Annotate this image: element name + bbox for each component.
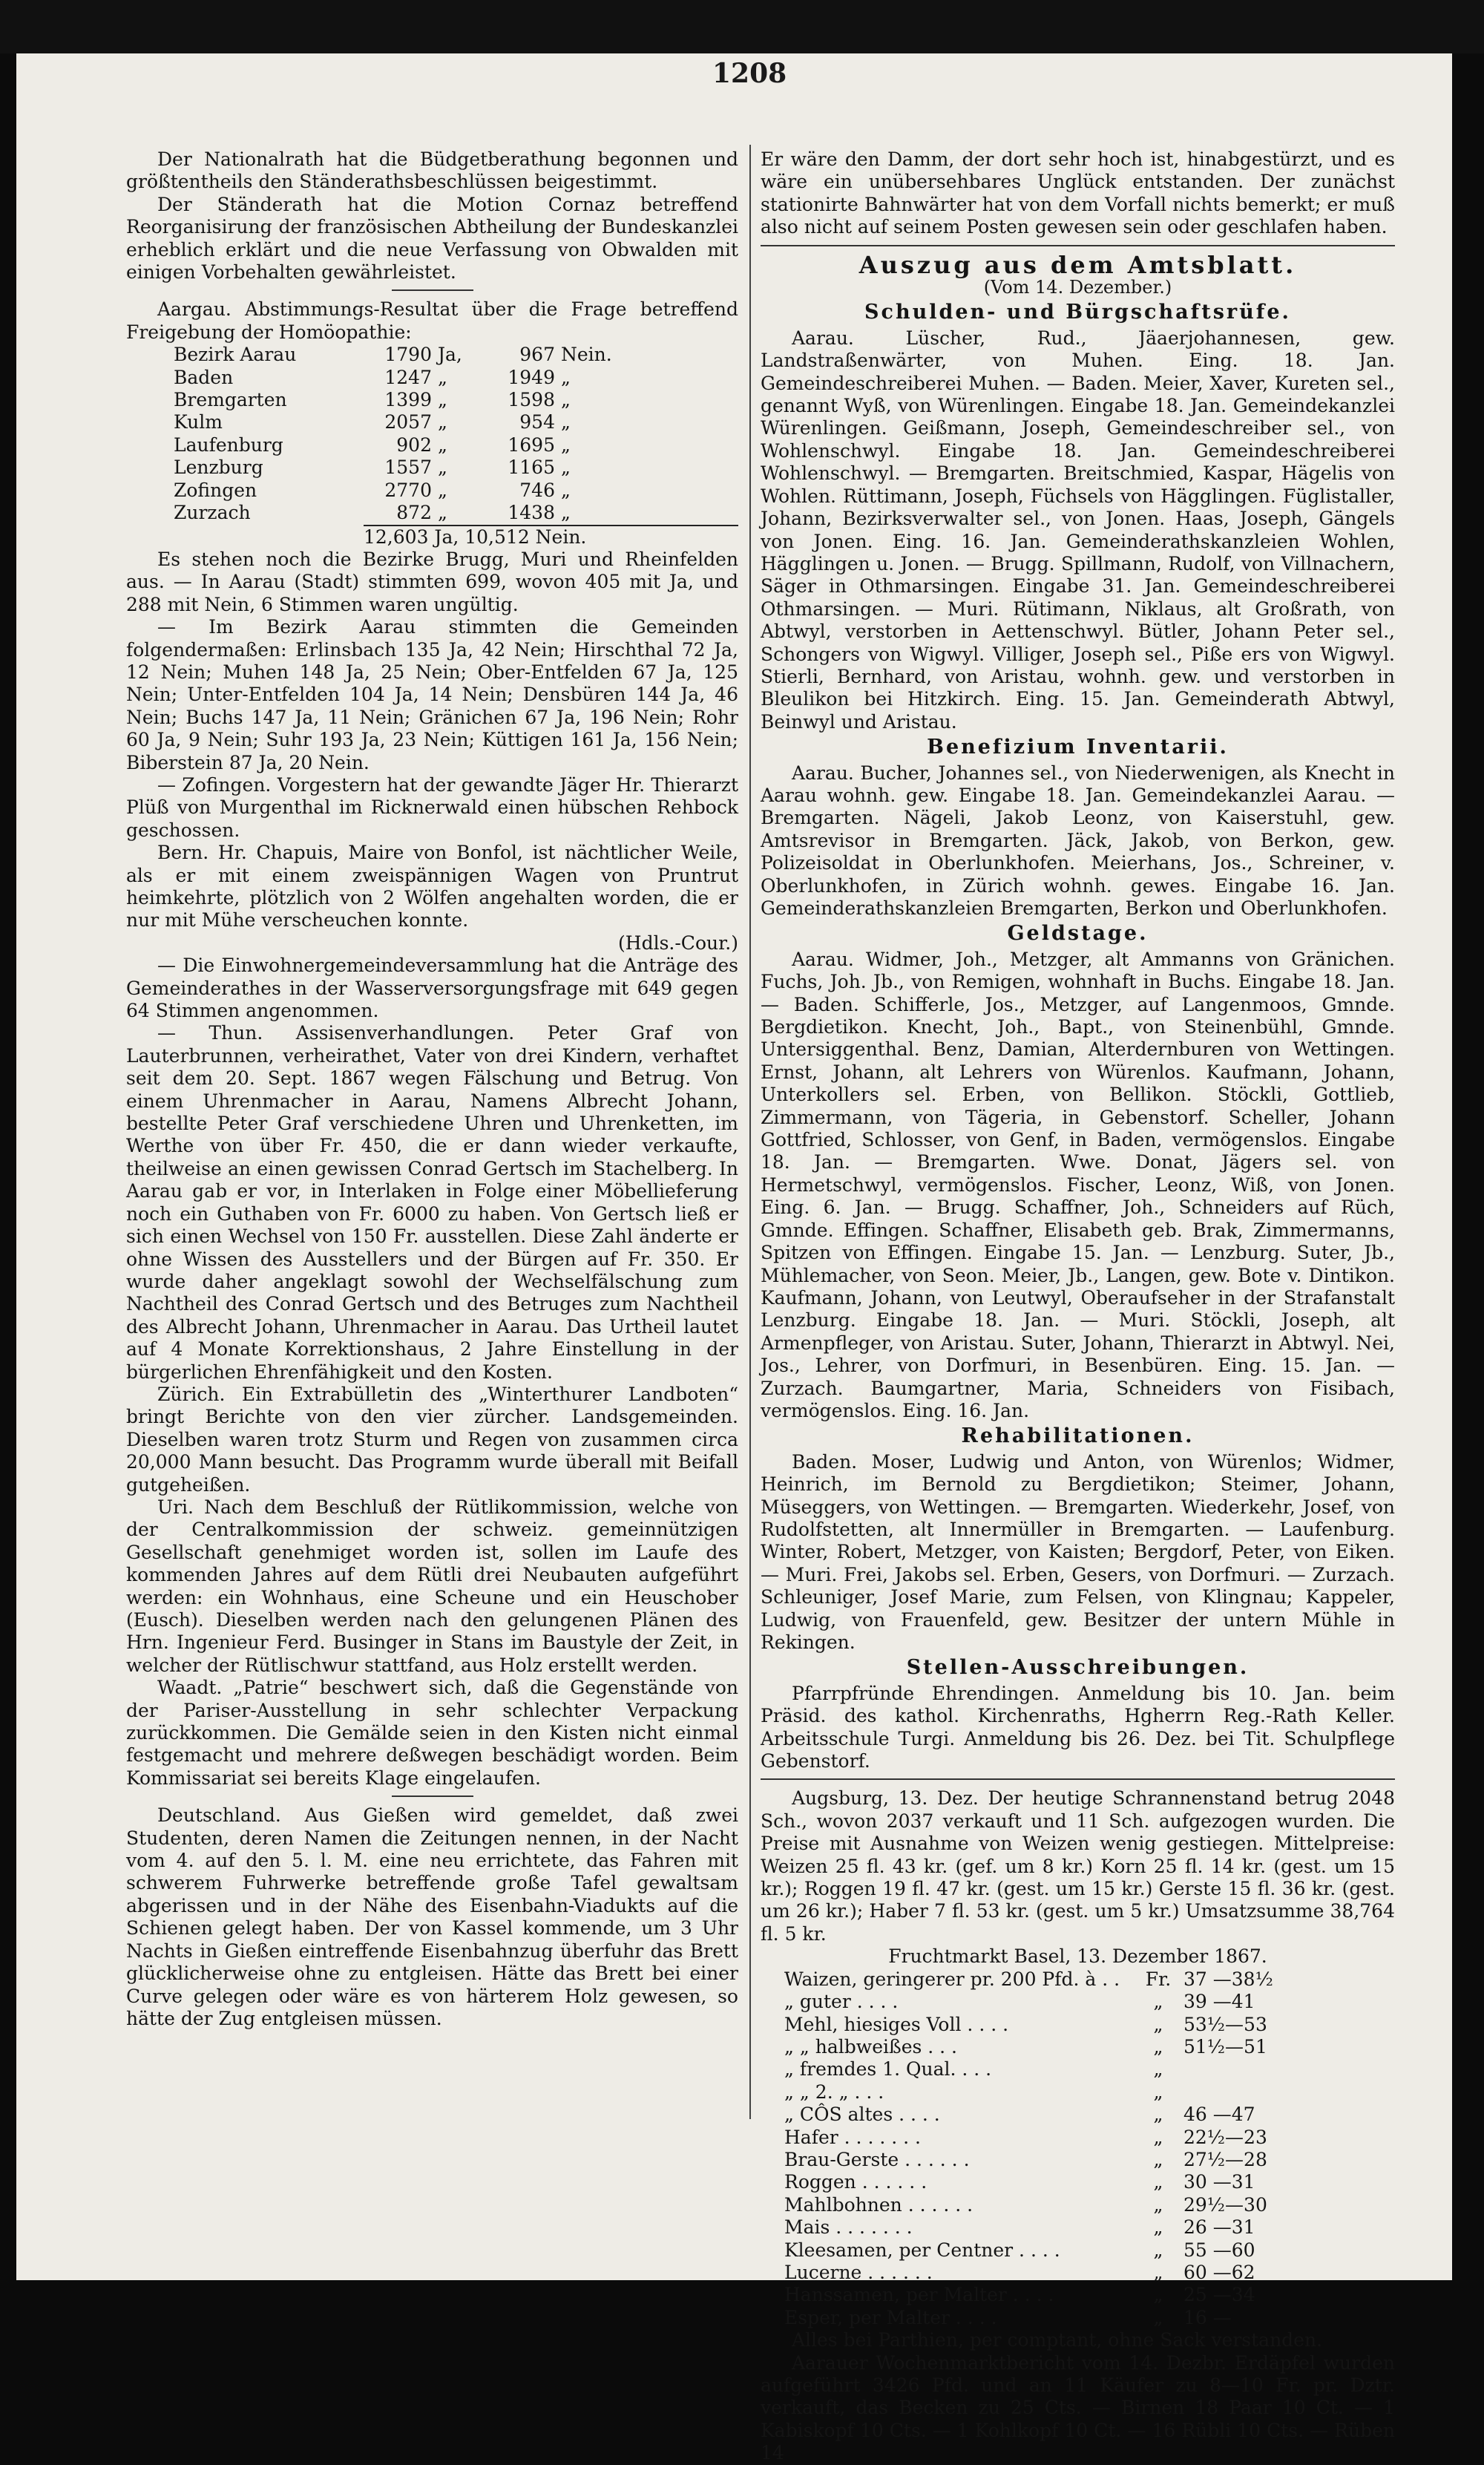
price-label: Mehl, hiesiges Voll . . . .	[784, 2013, 1009, 2035]
vote-ja: 2770	[384, 479, 432, 501]
page-number: 1208	[712, 58, 787, 89]
price-row	[783, 2081, 1319, 2104]
price-value	[1182, 2058, 1319, 2081]
vote-ja: 872	[396, 502, 432, 524]
price-value: 25 —34	[1183, 2284, 1255, 2306]
scan-border	[0, 0, 1484, 53]
vote-row	[171, 502, 615, 524]
vote-ja-label: „	[438, 433, 447, 456]
price-value: 22½—23	[1183, 2126, 1267, 2148]
vote-ja-label: „	[438, 479, 447, 501]
deutschland-item: Deutschland. Aus Gießen wird gemeldet, daß zwei Studenten, deren Namen die Zeitungen nennen, in der Nacht vom 4. auf den 5. l. M. eine neu errichtete, das Fahren mit schwerem Fuhrwerke betreffende große Tafel gewaltsam abgerissen und in der Nähe des Eisenbahn-Viadukts auf die Schienen gelegt haben. Der von Kassel kommende, um 3 Uhr Nachts in Gießen eintreffende Eisenbahnzug überfuhr das Brett glücklicherweise ohne zu entgleisen. Hätte das Brett bei einer Curve gelegen oder wäre es von härterem Holz gewesen, so hätte der Zug entgleisen müssen.	[126, 1804, 738, 2029]
stellen-text: Pfarrpfründe Ehrendingen. Anmeldung bis 10. Jan. beim Präsid. des kathol. Kirchenraths, Hgherrn Reg.-Rath Keller. Arbeitsschule Turgi. Anmeldung bis 26. Dez. bei Tit. Schulpflege Gebenstorf.	[761, 1682, 1395, 1772]
bern-item: Bern. Hr. Chapuis, Maire von Bonfol, ist nächtlicher Weile, als er mit einem zweispännigen Wagen von Pruntrut heimkehrte, plötzlich von 2 Wölfen angehalten worden, die er nur mit Mühe verscheuchen konnte.	[126, 842, 738, 932]
price-row	[783, 2307, 1319, 2329]
price-value: 26 —31	[1183, 2216, 1255, 2239]
price-label: Mahlbohnen . . . . . .	[784, 2193, 974, 2216]
aargau-remaining: Es stehen noch die Bezirke Brugg, Muri und Rheinfelden aus. — In Aarau (Stadt) stimmten 699, wovon 405 mit Ja, und 288 mit Nein, 6 Stimmen waren ungültig.	[126, 548, 738, 615]
waadt-item: Waadt. „Patrie“ beschwert sich, daß die Gegenstände von der Pariser-Ausstellung in sehr schlechter Verpackung zurückkommen. Die Gemälde seien in den Kisten nicht einmal festgemacht und mehrere deßwegen beschädigt worden. Beim Kommissariat sei bereits Klage eingelaufen.	[126, 1677, 738, 1789]
price-row	[783, 2171, 1319, 2193]
price-currency: „	[1153, 2216, 1163, 2239]
price-value: 39 —41	[1183, 1991, 1255, 2013]
nationalrath-item: Der Nationalrath hat die Büdgetberathung begonnen und größtentheils den Ständerathsbeschlüssen beigestimmt.	[126, 148, 738, 193]
price-label: Hafer . . . . . . .	[784, 2126, 921, 2148]
schulden-heading: Schulden- und Bürgschaftsrüfe.	[864, 301, 1291, 324]
vote-district: Kulm	[174, 411, 223, 433]
vote-ja: 1399	[384, 389, 432, 411]
vote-total-text: 12,603 Ja, 10,512 Nein.	[364, 526, 587, 548]
price-value	[1182, 2081, 1319, 2104]
price-label: „ CÔS altes . . . .	[784, 2104, 940, 2126]
vote-table	[171, 344, 615, 524]
vote-row	[171, 344, 615, 366]
vote-total	[364, 525, 738, 549]
vote-nein-label: Nein.	[561, 344, 612, 366]
vote-ja: 902	[396, 433, 432, 456]
vote-row	[171, 411, 615, 433]
price-label: Hanssamen, per Malter . . . .	[784, 2284, 1054, 2306]
amtsblatt-date: (Vom 14. Dezember.)	[983, 277, 1172, 298]
price-currency: „	[1153, 2104, 1163, 2126]
vote-district: Zofingen	[174, 479, 257, 501]
price-label: Kleesamen, per Centner . . . .	[784, 2239, 1060, 2261]
price-row	[783, 2058, 1319, 2081]
geldstage-heading: Geldstage.	[1007, 922, 1149, 946]
price-value: 30 —31	[1183, 2171, 1255, 2193]
vote-district: Bremgarten	[174, 389, 287, 411]
thun-item: — Thun. Assisenverhandlungen. Peter Graf von Lauterbrunnen, verheirathet, Vater von drei Kindern, verhaftet seit dem 20. Sept. 1867 wegen Fälschung und Betrug. Von einem Uhrenmacher in Aarau, Namens Albrecht Johann, bestellte Peter Graf verschiedene Uhren und Uhrenketten, im Werthe von über Fr. 450, die er dann wieder verkaufte, theilweise an einen gewissen Conrad Gertsch im Stachelberg. In Aarau gab er vor, in Interlaken in Folge einer Möbellieferung noch ein Guthaben von Fr. 6000 zu haben. Von Gertsch ließ er sich einen Wechsel von 150 Fr. ausstellen. Diese Zahl änderte er ohne Wissen des Ausstellers und der Bürgen auf Fr. 350. Er wurde daher angeklagt sowohl der Wechselfälschung zum Nachtheil des Conrad Gertsch und des Betruges zum Nachtheil des Albrecht Johann, Uhrenmacher in Aarau. Das Urtheil lautet auf 4 Monate Korrektionshaus, 2 Jahre Einstellung in der bürgerlichen Ehrenfähigkeit und den Kosten.	[126, 1022, 738, 1383]
price-value: 29½—30	[1183, 2193, 1267, 2216]
price-row	[783, 2239, 1319, 2262]
vote-ja-label: „	[438, 502, 447, 524]
zuerich-item: Zürich. Ein Extrabülletin des „Winterthurer Landboten“ bringt Berichte von den vier zürcher. Landsgemeinden. Dieselben waren trotz Sturm und Regen von zusammen circa 20,000 Mann besucht. Das Programm wurde überall mit Beifall gutgeheißen.	[126, 1383, 738, 1496]
price-label: Waizen, geringerer pr. 200 Pfd. à . .	[784, 1968, 1120, 1990]
price-currency: „	[1153, 2081, 1163, 2103]
aargau-gemeinden: — Im Bezirk Aarau stimmten die Gemeinden folgendermaßen: Erlinsbach 135 Ja, 42 Nein; Hirschthal 72 Ja, 12 Nein; Muhen 148 Ja, 25 Nein; Ober-Entfelden 67 Ja, 125 Nein; Unter-Entfelden 104 Ja, 14 Nein; Densbüren 144 Ja, 46 Nein; Buchs 147 Ja, 11 Nein; Gränichen 67 Ja, 196 Nein; Rohr 60 Ja, 9 Nein; Suhr 193 Ja, 23 Nein; Küttigen 161 Ja, 156 Nein; Biberstein 87 Ja, 20 Nein.	[126, 616, 738, 773]
vote-nein-label: „	[561, 433, 571, 456]
price-value: 37 —38½	[1183, 1968, 1273, 1990]
vote-nein: 967	[519, 344, 555, 366]
price-currency: „	[1153, 2148, 1163, 2170]
price-currency: „	[1153, 2239, 1163, 2261]
vote-nein: 746	[519, 479, 555, 501]
price-label: „ „ halbweißes . . .	[784, 2035, 957, 2058]
rehabilitationen-heading: Rehabilitationen.	[961, 1424, 1195, 1448]
schulden-text: Aarau. Lüscher, Rud., Jäaerjohannesen, gew. Landstraßenwärter, von Muhen. Eing. 18. Jan. Gemeindeschreiberei Muhen. — Baden. Meier, Xaver, Kureten sel., genannt Wyß, von Würenlingen. Eingabe 18. Jan. Gemeindekanzlei Würenlingen. Geißmann, Joseph, Gemeindeschreiber sel., von Wohlenschwyl. Eingabe 18. Jan. Gemeindeschreiberei Wohlenschwyl. — Bremgarten. Breitschmied, Kaspar, Hägelis von Wohlen. Rüttimann, Joseph, Füchsels von Hägglingen. Füglistaller, Johann, Bezirksverwalter sel., von Jonen. Haas, Joseph, Gängels von Jonen. Eing. 16. Jan. Gemeinderathskanzleien Wohlen, Hägglingen u. Jonen. — Brugg. Spillmann, Rudolf, von Villnachern, Säger in Othmarsingen. Eingabe 31. Jan. Gemeindeschreiberei Othmarsingen. — Muri. Rütimann, Niklaus, alt Großrath, von Abtwyl, verstorben in Aettenschwyl. Bütler, Johann Peter sel., Schongers von Wigwyl. Villiger, Joseph sel., Piße ers von Wigwyl. Stierli, Bernhard, von Aristau, wohnh. gew. und verstorben in Bleulikon bei Hitzkirch. Eing. 15. Jan. Gemeinderath Abtwyl, Beinwyl und Aristau.	[761, 327, 1395, 733]
vote-district: Lenzburg	[174, 456, 263, 479]
divider	[392, 1795, 473, 1797]
column-rule	[749, 145, 751, 2119]
price-row	[783, 2194, 1319, 2216]
price-row	[783, 2127, 1319, 2149]
price-label: „ guter . . . .	[784, 1991, 899, 2013]
price-label: Mais . . . . . . .	[784, 2216, 913, 2239]
price-label: „ fremdes 1. Qual. . . .	[784, 2058, 992, 2081]
stellen-heading: Stellen-Ausschreibungen.	[906, 1656, 1250, 1680]
vote-nein-label: „	[561, 366, 571, 388]
aargau-intro: Aargau. Abstimmungs-Resultat über die Frage betreffend Freigebung der Homöopathie:	[126, 298, 738, 343]
vote-nein-label: „	[561, 502, 571, 524]
vote-district: Zurzach	[174, 502, 251, 524]
vote-nein: 1695	[508, 433, 555, 456]
price-currency: „	[1153, 2013, 1163, 2035]
price-currency: Fr.	[1145, 1968, 1172, 1990]
vote-row	[171, 367, 615, 389]
vote-row	[171, 434, 615, 456]
benefizium-heading: Benefizium Inventarii.	[927, 736, 1229, 759]
vote-nein-label: „	[561, 479, 571, 501]
vote-ja-label: „	[438, 389, 447, 411]
price-label: Lucerne . . . . . .	[784, 2261, 933, 2283]
fruchtmarkt-title: Fruchtmarkt Basel, 13. Dezember 1867.	[888, 1945, 1267, 1968]
vote-nein-label: „	[561, 389, 571, 411]
price-currency: „	[1153, 2058, 1163, 2081]
price-row	[783, 1968, 1319, 1991]
price-label: „ „ 2. „ . . .	[784, 2081, 884, 2103]
vote-nein-label: „	[561, 456, 571, 479]
vote-district: Baden	[174, 366, 234, 388]
price-currency: „	[1153, 2284, 1163, 2306]
price-value: 46 —47	[1183, 2104, 1255, 2126]
vote-nein: 1438	[508, 502, 555, 524]
benefizium-text: Aarau. Bucher, Johannes sel., von Niederwenigen, als Knecht in Aarau wohnh. gew. Eingabe 18. Jan. Gemeindekanzlei Aarau. — Bremgarten. Nägeli, Jakob Leonz, von Kaiserstuhl, gew. Amtsrevisor in Bremgarten. Jäck, Jakob, von Berkon, gew. Polizeisoldat in Oberlunkhofen. Meierhans, Jos., Schreiner, v. Oberlunkhofen, in Zürich wohnh. gewes. Eingabe 16. Jan. Gemeinderathskanzleien Bremgarten, Berkon und Oberlunkhofen.	[761, 762, 1395, 919]
vote-ja-label: „	[438, 456, 447, 479]
geldstage-text: Aarau. Widmer, Joh., Metzger, alt Ammanns von Gränichen. Fuchs, Joh. Jb., von Remigen, wohnhaft in Buchs. Eingabe 18. Jan. — Baden. Schifferle, Jos., Metzger, auf Langenmoos, Gmnde. Bergdietikon. Knecht, Joh., Bapt., von Steinenbühl, Gmnde. Untersiggenthal. Benz, Damian, Alterdernburen von Wettingen. Ernst, Johann, alt Lehrers von Würenlos. Kaufmann, Johann, Unterkollers sel. Erben, von Bellikon. Stöckli, Gottlieb, Zimmermann, von Tägeria, in Gebenstorf. Scheller, Johann Gottfried, Schlosser, von Genf, in Baden, vermögenslos. Eingabe 18. Jan. — Bremgarten. Wwe. Donat, Jägers sel. von Hermetschwyl, vermögenslos. Fischer, Leonz, Wiß, von Jonen. Eing. 6. Jan. — Brugg. Schaffner, Joh., Schneiders auf Rüch, Gmnde. Effingen. Schaffner, Elisabeth geb. Brak, Zimmermanns, Spitzen von Effingen. Eingabe 15. Jan. — Lenzburg. Suter, Jb., Mühlemacher, von Seon. Meier, Jb., Langen, gew. Bote v. Dintikon. Kaufmann, Johann, von Leutwyl, Oberaufseher in der Strafanstalt Lenzburg. Eingabe 18. Jan. — Muri. Stöckli, Joseph, alt Armenpfleger, von Aristau. Suter, Johann, Thierarzt in Abtwyl. Nei, Jos., Lehrer, von Dorfmuri, in Besenbüren. Eing. 15. Jan. — Zurzach. Baumgartner, Maria, Schneiders von Fisibach, vermögenslos. Eing. 16. Jan.	[761, 948, 1395, 1421]
vote-ja: 2057	[384, 411, 432, 433]
price-currency: „	[1153, 2306, 1163, 2328]
vote-ja-label: „	[438, 366, 447, 388]
price-row	[783, 1991, 1319, 2013]
price-row	[783, 2036, 1319, 2058]
vote-nein: 1598	[508, 389, 555, 411]
amtsblatt-heading: Auszug aus dem Amtsblatt.	[858, 250, 1297, 279]
price-currency: „	[1153, 2126, 1163, 2148]
rehabilitationen-text: Baden. Moser, Ludwig und Anton, von Würenlos; Widmer, Heinrich, im Bernold zu Bergdietikon; Steimer, Johann, Müseggers, von Wettingen. — Bremgarten. Wiederkehr, Josef, von Rudolfstetten, alt Innermüller in Bremgarten. — Laufenburg. Winter, Robert, Metzger, von Kaisten; Bergdorf, Peter, von Eiken. — Muri. Frei, Jakobs sel. Erben, Gesers, von Dorfmuri. — Zurzach. Schleuniger, Josef Marie, zum Felsen, von Klingnau; Kappeler, Ludwig, von Frauenfeld, gew. Besitzer der untern Mühle in Rekingen.	[761, 1450, 1395, 1653]
price-row	[783, 2104, 1319, 2126]
bern-source: (Hdls.-Cour.)	[618, 932, 738, 954]
zofingen-item: — Zofingen. Vorgestern hat der gewandte Jäger Hr. Thierarzt Plüß von Murgenthal im Ricknerwald einen hübschen Rehbock geschossen.	[126, 773, 738, 841]
price-value: 51½—51	[1183, 2035, 1267, 2058]
deutschland-continued: Er wäre den Damm, der dort sehr hoch ist, hinabgestürzt, und es wäre ein unübersehbares Unglück entstanden. Der zunächst stationirte Bahnwärter hat von dem Vorfall nichts bemerkt; er muß also nicht auf seinem Posten gewesen sein oder geschlafen haben.	[761, 148, 1395, 238]
price-row	[783, 2216, 1319, 2239]
left-column	[126, 148, 738, 2030]
staenderath-item: Der Ständerath hat die Motion Cornaz betreffend Reorganisirung der französischen Abtheilung der Bundeskanzlei erheblich erklärt und die neue Verfassung von Obwalden mit einigen Vorbehalten gewährleistet.	[126, 193, 738, 284]
price-row	[783, 2262, 1319, 2284]
price-value: 60 —62	[1183, 2261, 1255, 2283]
vote-ja: 1790	[384, 344, 432, 366]
price-value: 27½—28	[1183, 2148, 1267, 2170]
price-value: 53½—53	[1183, 2013, 1267, 2035]
price-value: 55 —60	[1183, 2239, 1255, 2261]
price-row	[783, 2284, 1319, 2306]
price-label: Brau-Gerste . . . . . .	[784, 2148, 970, 2170]
price-currency: „	[1153, 2171, 1163, 2193]
vote-row	[171, 456, 615, 479]
vote-nein: 1949	[508, 366, 555, 388]
vote-district: Laufenburg	[174, 433, 283, 456]
price-value: 16 —	[1183, 2306, 1232, 2328]
aarauer-wochenmarkt: Aarauer Wochenmarktbericht vom 14. Dezbr. Erdäpfel wurden aufgeführt 3426 Pfd. und an 11 Käufer zu 8—10 Fr. pr. Dztr. verkauft, das Becken zu 25 Cts. — Birnen 18 Paar 10 Ct. — 1 Kabiskopf 10 Cts. — 1 Kohlkopf 10 Ct. — 16 Rübli 10 Cts. — Rüben 14	[761, 2351, 1395, 2464]
uri-item: Uri. Nach dem Beschluß der Rütlikommission, welche von der Centralkommission der schweiz. gemeinnützigen Gesellschaft genehmiget worden ist, sollen im Laufe des kommenden Jahres auf dem Rütli drei Neubauten aufgeführt werden: ein Wohnhaus, eine Scheune und ein Heuschober (Eusch). Dieselben werden nach den gelungenen Plänen des Hrn. Ingenieur Ferd. Businger in Stans im Baustyle der Zeit, in welcher der Rütlischwur stattfand, aus Holz erstellt werden.	[126, 1496, 738, 1676]
vote-ja: 1557	[384, 456, 432, 479]
prices-note: Alles bei Parthien, per comptant, ohne Sack verstanden.	[792, 2329, 1323, 2351]
augsburg-report: Augsburg, 13. Dez. Der heutige Schrannenstand betrug 2048 Sch., wovon 2037 verkauft und 11 Sch. aufgezogen wurden. Die Preise mit Ausnahme von Weizen wenig gestiegen. Mittelpreise: Weizen 25 fl. 43 kr. (gef. um 8 kr.) Korn 25 fl. 14 kr. (gest. um 15 kr.); Roggen 19 fl. 47 kr. (gest. um 15 kr.) Gerste 15 fl. 36 kr. (gest. um 26 kr.); Haber 7 fl. 53 kr. (gest. um 5 kr.) Umsatzsumme 38,764 fl. 5 kr.	[761, 1787, 1395, 1945]
price-currency: „	[1153, 2193, 1163, 2216]
vote-nein-label: „	[561, 411, 571, 433]
divider	[761, 245, 1395, 246]
price-label: Roggen . . . . . .	[784, 2171, 928, 2193]
price-table	[783, 1968, 1319, 2330]
price-currency: „	[1153, 2261, 1163, 2283]
right-column	[761, 148, 1395, 2465]
vote-ja-label: „	[438, 411, 447, 433]
price-row	[783, 2149, 1319, 2171]
bern-wasser-item: — Die Einwohnergemeindeversammlung hat die Anträge des Gemeinderathes in der Wasserversorgungsfrage mit 649 gegen 64 Stimmen angenommen.	[126, 955, 738, 1022]
vote-ja-label: Ja,	[438, 344, 462, 366]
vote-row	[171, 389, 615, 411]
vote-ja: 1247	[384, 366, 432, 388]
price-row	[783, 2014, 1319, 2036]
divider	[761, 1778, 1395, 1780]
vote-nein: 954	[519, 411, 555, 433]
vote-row	[171, 479, 615, 502]
price-currency: „	[1153, 2035, 1163, 2058]
price-label: Esper, per Malter . . . .	[784, 2306, 997, 2328]
vote-district: Bezirk Aarau	[174, 344, 297, 366]
price-currency: „	[1153, 1991, 1163, 2013]
divider	[392, 289, 473, 291]
vote-nein: 1165	[508, 456, 555, 479]
